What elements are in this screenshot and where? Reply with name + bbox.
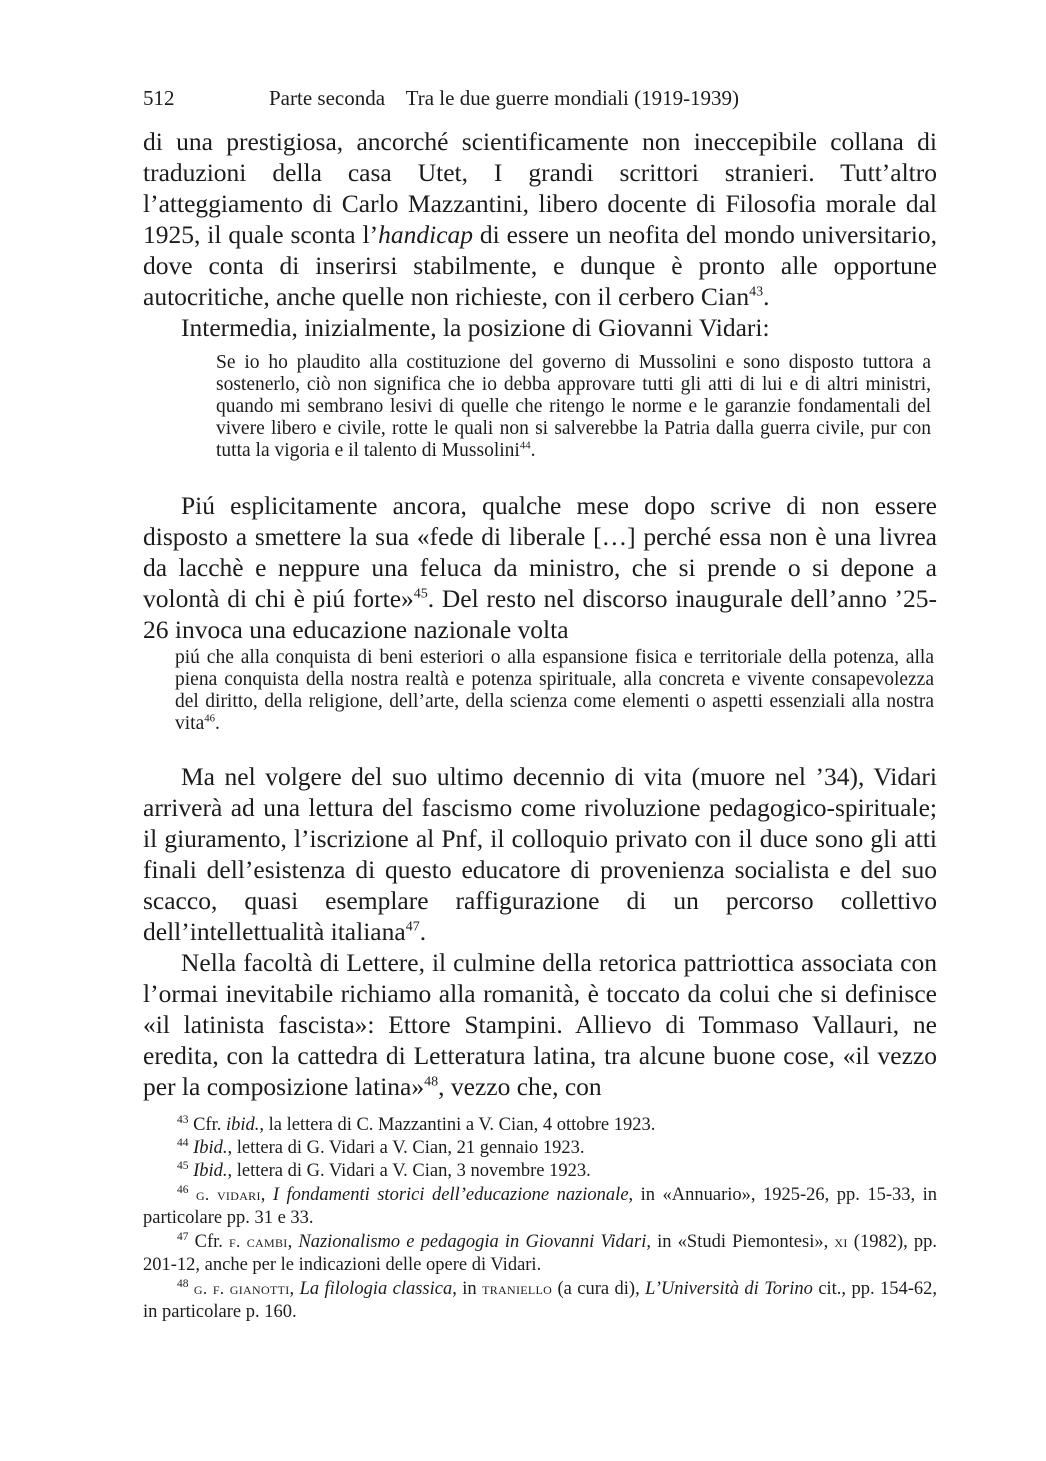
footnote-italic: Ibid. — [193, 1161, 228, 1181]
footnote-text: , in — [452, 1279, 483, 1299]
paragraph-2 — [143, 312, 937, 343]
author-name: g. vidari — [195, 1185, 261, 1204]
paragraph-text: . Del resto nel discorso inaugurale dell’anno ’25-26 invoca una educazione nazionale volta — [143, 584, 938, 644]
footnote-45 — [143, 1160, 937, 1183]
footnote-text: (1982), pp. 201-12, anche per le indicazioni delle opere di Vidari. — [143, 1232, 938, 1275]
footnote-text: , lettera di G. Vidari a V. Cian, 21 gennaio 1923. — [227, 1138, 585, 1158]
footnote-ref[interactable]: 48 — [424, 1074, 439, 1090]
work-title: Nazionalismo e pedagogia in Giovanni Vidari — [298, 1232, 647, 1252]
footnote-48 — [143, 1277, 937, 1324]
footnote-43 — [143, 1114, 937, 1137]
footnote-44 — [143, 1137, 937, 1160]
footnote-ref[interactable]: 47 — [405, 919, 420, 935]
paragraph-3 — [143, 490, 937, 645]
footnote-text: Cfr. — [194, 1232, 230, 1252]
paragraph-text: Ma nel volgere del suo ultimo decennio di vita (muore nel ’34), Vidari arriverà ad una lettura del fascismo come rivoluzione pedagogico-spirituale; il giuramento, l’iscrizione al Pnf, il colloquio privato con il duce sono gli atti finali dell’esistenza di questo educatore di provenienza socialista e del suo scacco, quasi esemplare raffigurazione di un percorso collettivo dell’intellettualità italiana — [143, 762, 937, 946]
footnote-number: 44 — [177, 1136, 189, 1149]
footnote-ref[interactable]: 45 — [413, 586, 428, 602]
footnote-46 — [143, 1183, 937, 1230]
block-quote-2 — [175, 647, 934, 735]
quote-text: . — [214, 713, 220, 734]
paragraph-text: Nella facoltà di Lettere, il culmine della retorica pattriottica associata con l’ormai inevitabile richiamo alla romanità, è toccato da colui che si definisce «il latinista fascista»: Ettore Stampini. Allievo di Tommaso Vallauri, ne eredita, con la cattedra di Letteratura latina, tra alcune buone cose, «il vezzo per la composizione latina» — [143, 948, 937, 1101]
paragraph-text: , vezzo che, con — [438, 1072, 602, 1101]
quote-text: . — [530, 440, 536, 461]
footnote-text: , la lettera di C. Mazzantini a V. Cian, 4 ottobre 1923. — [259, 1115, 656, 1135]
paragraph-1 — [143, 126, 937, 312]
block-quote-1 — [216, 352, 931, 462]
footnote-text: , — [289, 1279, 300, 1299]
footnote-number: 45 — [177, 1159, 189, 1172]
paragraph-text: . — [763, 282, 770, 311]
footnote-ref[interactable]: 46 — [204, 712, 215, 725]
author-name: g. f. gianotti — [193, 1279, 290, 1298]
volume-number: xi — [834, 1232, 848, 1251]
work-title: La filologia classica — [299, 1279, 453, 1299]
footnote-italic: ibid. — [225, 1115, 260, 1135]
paragraph-text: Piú esplicitamente ancora, qualche mese dopo scrive di non essere disposto a smettere la sua «fede di liberale […] perché essa non è una livrea da lacchè e neppure una feluca da ministro, che si prende o si depone a volontà di chi è piú forte» — [143, 491, 937, 613]
editor-name: traniello — [482, 1279, 553, 1298]
footnote-text: Cfr. — [193, 1115, 226, 1135]
footnote-text: , — [260, 1185, 273, 1205]
footnote-text: , — [287, 1232, 299, 1252]
main-text — [143, 126, 937, 1102]
running-title: Parte seconda Tra le due guerre mondiali (1919-1939) — [269, 86, 740, 110]
footnote-text: , lettera di G. Vidari a V. Cian, 3 novembre 1923. — [227, 1161, 591, 1181]
footnote-text: cit., pp. 154-62, in particolare p. 160. — [143, 1279, 938, 1322]
footnote-text: (a cura di), — [552, 1279, 646, 1299]
paragraph-text: di essere un neofita del mondo universitario, dove conta di inserirsi stabilmente, e dunque è pronto alle opportune autocritiche, anche quelle non richieste, con il cerbero Cian — [143, 220, 937, 311]
footnote-ref[interactable]: 43 — [749, 284, 764, 300]
paragraph-5 — [143, 947, 937, 1102]
paragraph-4 — [143, 761, 937, 947]
footnote-number: 43 — [177, 1113, 189, 1126]
author-name: f. cambi — [229, 1232, 288, 1251]
work-title: I fondamenti storici dell’educazione nazionale — [272, 1185, 629, 1205]
paragraph-text: Intermedia, inizialmente, la posizione di Giovanni Vidari: — [181, 313, 770, 342]
footnote-italic: Ibid. — [193, 1138, 228, 1158]
footnote-ref[interactable]: 44 — [519, 439, 531, 452]
quote-text: Se io ho plaudito alla costituzione del governo di Mussolini e sono disposto tuttora a sostenerlo, ciò non significa che io debba approvare tutti gli atti di lui e di altri ministri, quando mi sembrano lesivi di quelle che ritengo le norme e le garanzie fondamentali del vivere libero e civile, rotte le quali non si salverebbe la Patria dalla guerra civile, pur con tutta la vigoria e il talento di Mussolini — [216, 352, 931, 461]
paragraph-text: . — [419, 917, 427, 946]
quote-text: piú che alla conquista di beni esteriori o alla espansione fisica e territoriale della potenza, alla piena conquista della nostra realtà e potenza spirituale, alla concreta e vivente consapevolezza del diritto, della religione, dell’arte, della scienza come elementi o aspetti essenziali alla nostra vita — [175, 647, 934, 734]
footnote-number: 48 — [177, 1277, 189, 1290]
page-number: 512 — [143, 86, 175, 110]
footnote-47 — [143, 1230, 937, 1277]
footnote-number: 46 — [177, 1183, 189, 1196]
italic-term: handicap — [378, 220, 474, 249]
paragraph-text: di una prestigiosa, ancorché scientificamente non ineccepibile collana di traduzioni della casa Utet, I grandi scrittori stranieri. Tutt’altro l’atteggiamento di Carlo Mazzantini, libero docente di Filosofia morale dal 1925, il quale sconta l’ — [143, 127, 937, 249]
footnotes — [143, 1114, 937, 1324]
running-header — [143, 84, 943, 112]
footnote-number: 47 — [177, 1230, 189, 1243]
work-title: L’Università di Torino — [645, 1279, 813, 1299]
footnote-text: , in «Annuario», 1925-26, pp. 15-33, in particolare pp. 31 e 33. — [143, 1185, 937, 1228]
footnote-text: , in «Studi Piemontesi», — [646, 1232, 835, 1252]
